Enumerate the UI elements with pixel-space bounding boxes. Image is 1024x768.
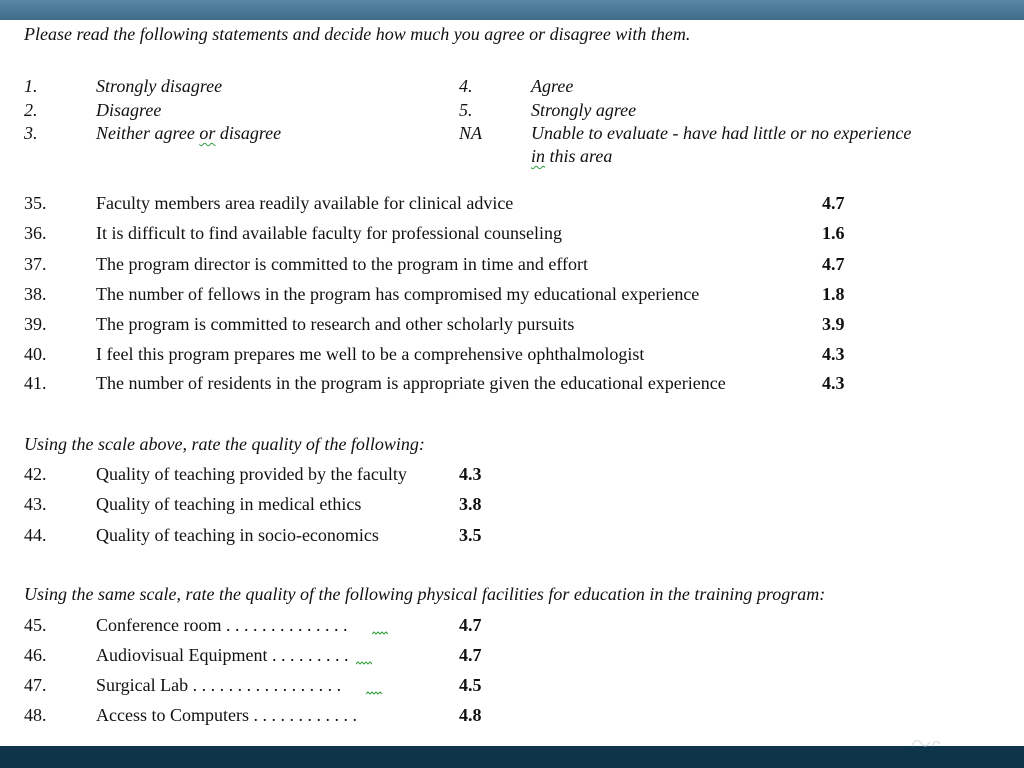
item-score: 1.6 <box>822 223 845 243</box>
scale-label: Strongly disagree <box>96 76 223 96</box>
item-number: 47. <box>24 675 47 695</box>
scale-num: 4. <box>459 76 473 96</box>
item-score: 4.7 <box>822 254 845 274</box>
item-text: Quality of teaching in socio-economics <box>96 525 379 545</box>
scale-label-continued: in this area <box>531 146 613 166</box>
scale-num: 2. <box>24 100 38 120</box>
scale-label: Agree <box>531 76 574 96</box>
item-text: Conference room . . . . . . . . . . . . . . <box>96 615 348 635</box>
item-score: 4.3 <box>459 464 482 484</box>
item-score: 3.5 <box>459 525 482 545</box>
scale-num: 5. <box>459 100 473 120</box>
item-score: 3.8 <box>459 494 482 514</box>
scale-label: Unable to evaluate - have had little or no experience <box>531 123 912 143</box>
item-number: 40. <box>24 344 47 364</box>
item-number: 41. <box>24 373 47 393</box>
item-score: 4.3 <box>822 373 845 393</box>
item-text: Surgical Lab . . . . . . . . . . . . . . . . . <box>96 675 342 695</box>
item-text: Quality of teaching in medical ethics <box>96 494 362 514</box>
item-number: 44. <box>24 525 47 545</box>
facilities-heading: Using the same scale, rate the quality of the following physical facilities for education in the training program: <box>24 584 826 604</box>
top-banner <box>0 0 1024 20</box>
item-number: 43. <box>24 494 47 514</box>
item-text: The number of residents in the program is appropriate given the educational experience <box>96 373 726 393</box>
item-text: Audiovisual Equipment . . . . . . . . . <box>96 645 349 665</box>
item-text: Quality of teaching provided by the faculty <box>96 464 407 484</box>
spellcheck-squiggle <box>356 660 372 666</box>
item-number: 38. <box>24 284 47 304</box>
item-number: 35. <box>24 193 47 213</box>
item-number: 48. <box>24 705 47 725</box>
spellcheck-squiggle <box>372 630 388 636</box>
scale-num: 1. <box>24 76 38 96</box>
item-text: The number of fellows in the program has compromised my educational experience <box>96 284 700 304</box>
scale-label: Disagree <box>96 100 162 120</box>
item-number: 46. <box>24 645 47 665</box>
scale-label: Neither agree or disagree <box>96 123 282 143</box>
scale-label: Strongly agree <box>531 100 637 120</box>
item-score: 4.8 <box>459 705 482 725</box>
item-number: 37. <box>24 254 47 274</box>
item-text: I feel this program prepares me well to be a comprehensive ophthalmologist <box>96 344 645 364</box>
item-number: 39. <box>24 314 47 334</box>
item-score: 4.7 <box>822 193 845 213</box>
item-number: 42. <box>24 464 47 484</box>
item-score: 4.5 <box>459 675 482 695</box>
scale-num: 3. <box>24 123 38 143</box>
item-number: 45. <box>24 615 47 635</box>
item-score: 4.7 <box>459 645 482 665</box>
item-text: Access to Computers . . . . . . . . . . . . <box>96 705 357 725</box>
intro-text: Please read the following statements and decide how much you agree or disagree with them. <box>24 24 691 44</box>
item-score: 4.7 <box>459 615 482 635</box>
item-text: The program director is committed to the program in time and effort <box>96 254 589 274</box>
item-number: 36. <box>24 223 47 243</box>
footer-logo-icon <box>906 734 946 750</box>
spellcheck-squiggle <box>366 690 382 696</box>
item-text: It is difficult to find available faculty for professional counseling <box>96 223 563 243</box>
item-score: 1.8 <box>822 284 845 304</box>
scale-num: NA <box>459 123 483 143</box>
bottom-banner <box>0 746 1024 768</box>
item-score: 3.9 <box>822 314 845 334</box>
item-text: The program is committed to research and other scholarly pursuits <box>96 314 575 334</box>
item-text: Faculty members area readily available for clinical advice <box>96 193 514 213</box>
teaching-heading: Using the scale above, rate the quality of the following: <box>24 434 425 454</box>
item-score: 4.3 <box>822 344 845 364</box>
